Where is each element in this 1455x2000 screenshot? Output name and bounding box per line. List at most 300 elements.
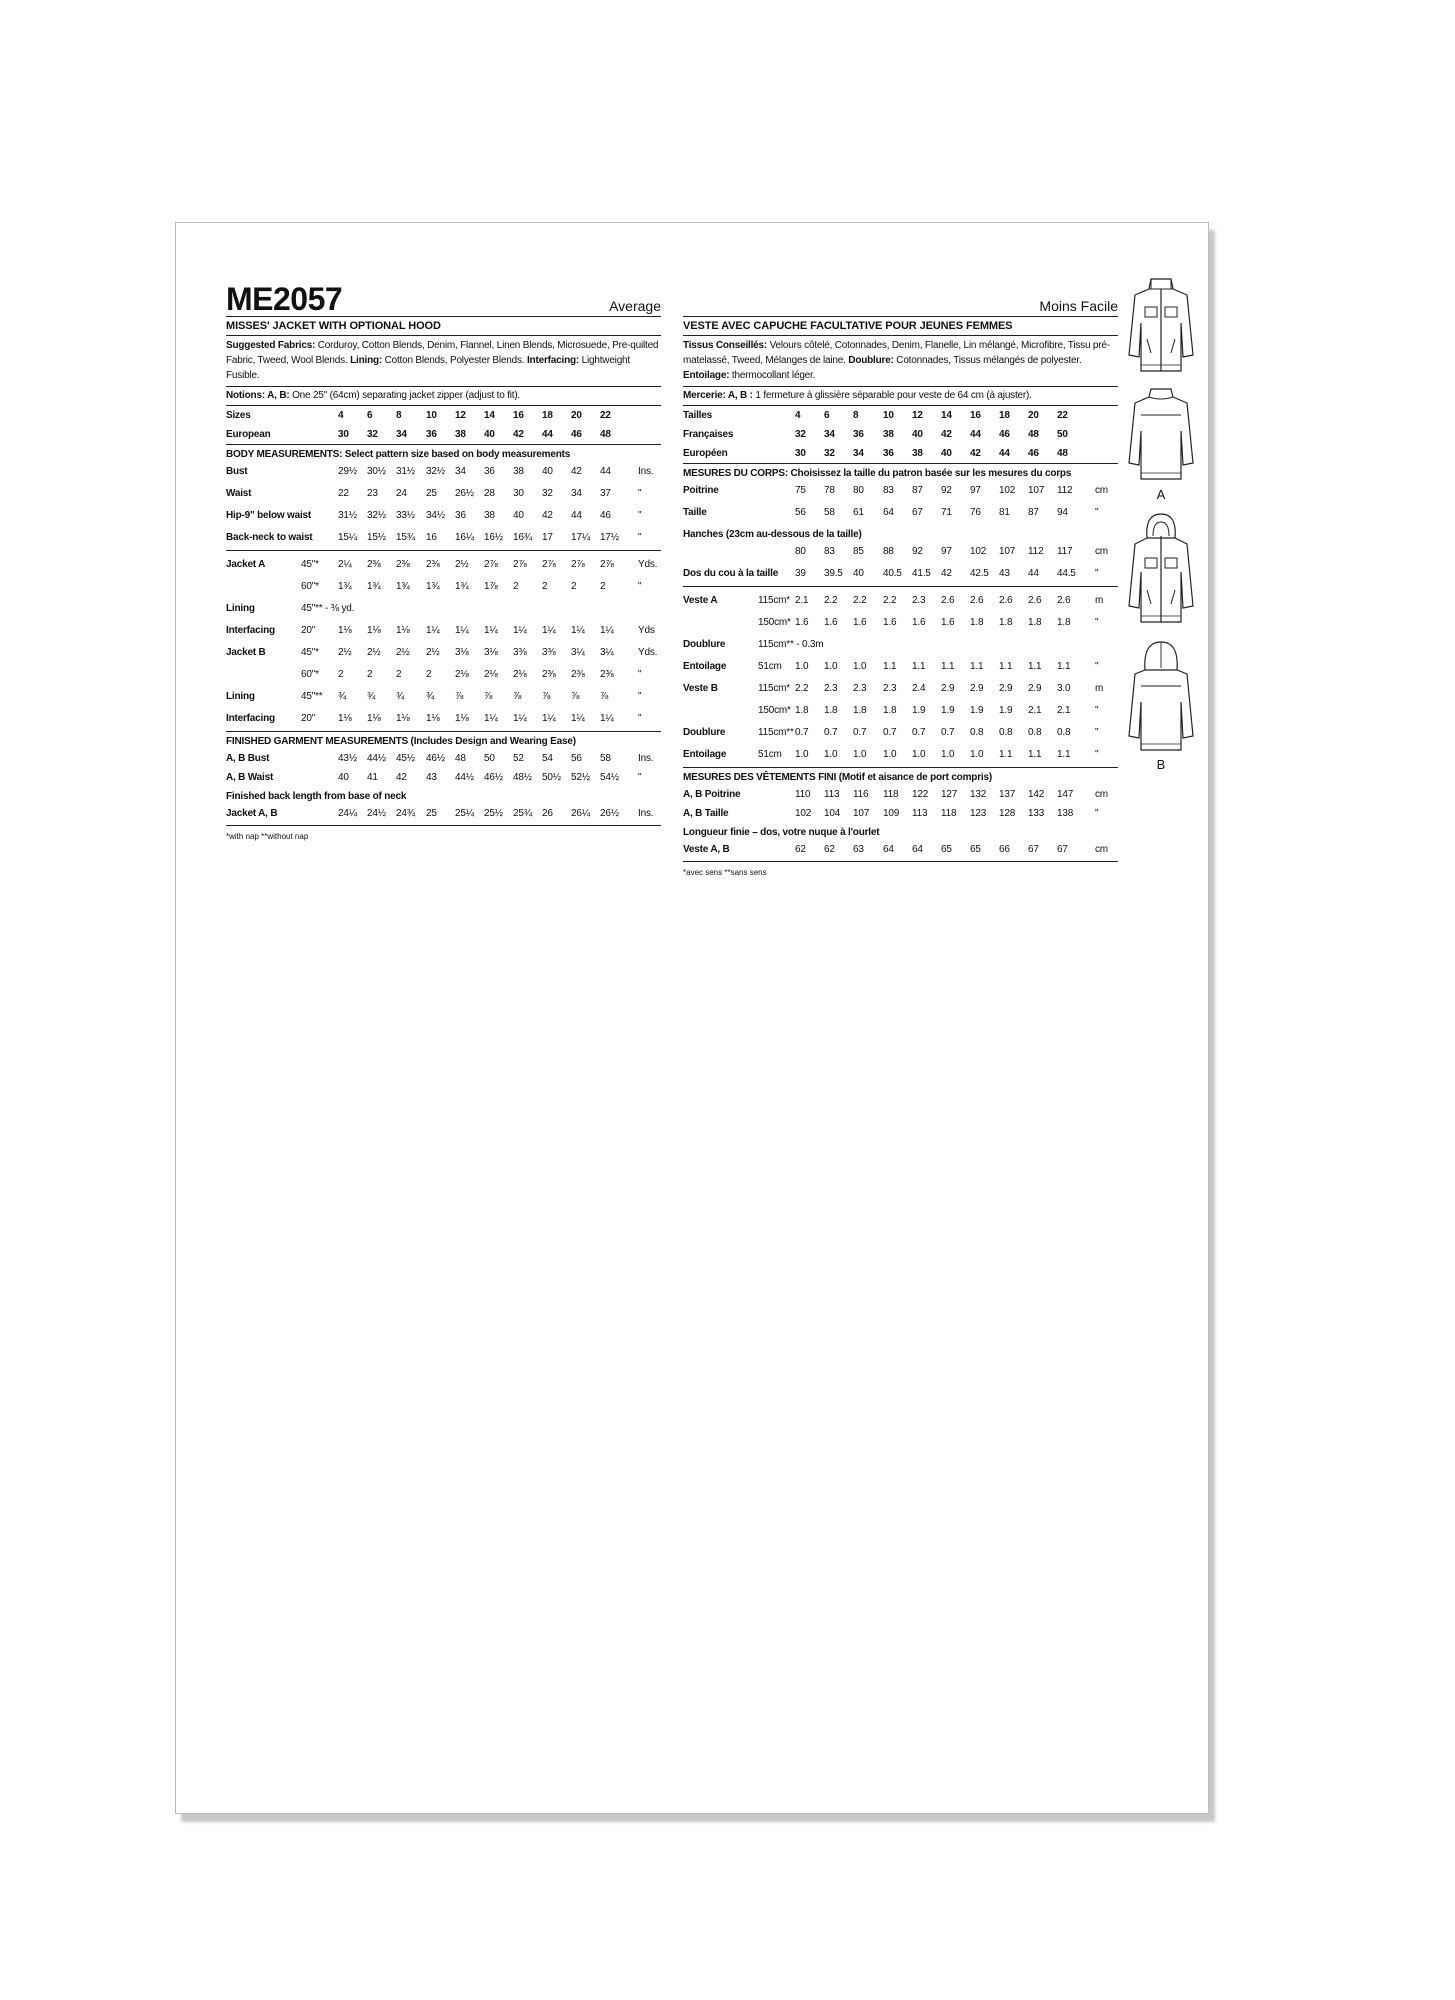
table-cell: 1.0 — [824, 749, 838, 760]
table-cell: 1⅛ — [396, 713, 410, 724]
table-cell: 16¼ — [455, 532, 474, 543]
table-cell: 16 — [513, 410, 524, 421]
table-cell: 1.8 — [999, 617, 1013, 628]
unit-label: " — [638, 669, 642, 680]
unit-label: " — [638, 532, 642, 543]
table-cell: 2.1 — [1057, 705, 1071, 716]
pattern-code: ME2057 — [226, 281, 343, 317]
row-label: Lining — [226, 603, 255, 614]
table-cell: 80 — [853, 485, 864, 496]
table-cell: 2 — [426, 669, 432, 680]
table-cell: 2⅞ — [513, 559, 527, 570]
table-row — [226, 425, 661, 444]
table-cell: 36 — [484, 466, 495, 477]
table-row — [683, 444, 1118, 463]
table-cell: 26½ — [600, 808, 619, 819]
row-label: Jacket A, B — [226, 808, 278, 819]
table-row — [226, 406, 661, 425]
unit-label: Ins. — [638, 466, 654, 477]
garment-title-french: VESTE AVEC CAPUCHE FACULTATIVE POUR JEUNES FEMMES — [683, 317, 1118, 336]
table-cell: 16 — [970, 410, 981, 421]
table-cell: 26 — [542, 808, 553, 819]
table-cell: 34 — [455, 466, 466, 477]
table-cell: 39.5 — [824, 568, 843, 579]
table-cell: ⅞ — [571, 691, 580, 702]
yardage-table — [226, 551, 661, 731]
table-cell: 1¾ — [338, 581, 352, 592]
table-cell: 1.6 — [824, 617, 838, 628]
difficulty-level: Average — [609, 298, 661, 314]
table-row — [226, 484, 661, 506]
unit-label: cm — [1095, 789, 1108, 800]
table-cell: 1¼ — [542, 713, 556, 724]
row-label: Sizes — [226, 410, 251, 421]
table-row — [226, 804, 661, 823]
table-cell: 2 — [571, 581, 577, 592]
table-cell: 38 — [912, 448, 923, 459]
table-cell: ¾ — [426, 691, 435, 702]
table-cell: 116 — [853, 789, 869, 800]
finished-measurements-table — [226, 749, 661, 787]
table-cell: 1⅛ — [455, 713, 469, 724]
table-cell: 107 — [1028, 485, 1045, 496]
table-cell: 15¼ — [338, 532, 357, 543]
table-cell: 40.5 — [883, 568, 902, 579]
table-cell: 2⅜ — [367, 559, 381, 570]
table-cell: 45½ — [396, 753, 415, 764]
table-cell: 1¾ — [396, 581, 410, 592]
table-cell: 1.1 — [999, 749, 1013, 760]
table-cell: 62 — [824, 844, 835, 855]
table-cell: 52 — [513, 753, 524, 764]
table-cell: 123 — [970, 808, 987, 819]
fabric-width: 150cm* — [758, 705, 791, 716]
table-cell: 32 — [367, 429, 378, 440]
table-cell: 1¼ — [513, 625, 527, 636]
table-cell: 104 — [824, 808, 841, 819]
table-cell: 4 — [795, 410, 801, 421]
table-cell: 10 — [426, 410, 437, 421]
table-cell: 1.8 — [824, 705, 838, 716]
table-cell: 30 — [513, 488, 524, 499]
table-cell: 41 — [367, 772, 378, 783]
table-cell: 24 — [396, 488, 407, 499]
table-cell: 64 — [883, 507, 894, 518]
table-cell: 1.1 — [970, 661, 984, 672]
table-cell: 83 — [824, 546, 835, 557]
table-cell: 50 — [1057, 429, 1068, 440]
english-header — [226, 278, 661, 317]
table-cell: 2.4 — [912, 683, 926, 694]
french-header — [683, 278, 1118, 317]
table-cell: 2½ — [367, 647, 381, 658]
table-cell: 102 — [999, 485, 1016, 496]
table-cell: 2 — [600, 581, 606, 592]
back-length-table — [226, 804, 661, 823]
table-cell: 17¼ — [571, 532, 590, 543]
table-cell: 31½ — [338, 510, 357, 521]
table-cell: 36 — [426, 429, 437, 440]
table-row — [226, 555, 661, 577]
table-cell: 43½ — [338, 753, 357, 764]
table-cell: 132 — [970, 789, 987, 800]
table-cell: 25 — [426, 488, 437, 499]
table-cell: 3¼ — [571, 647, 585, 658]
table-cell: 1.8 — [853, 705, 867, 716]
fabric-width: 60"* — [301, 669, 319, 680]
table-cell: 1¼ — [571, 713, 585, 724]
table-cell: 44 — [542, 429, 553, 440]
table-cell: 1.6 — [883, 617, 897, 628]
table-cell: 3.0 — [1057, 683, 1071, 694]
row-label: A, B Bust — [226, 753, 270, 764]
table-cell: 2.1 — [1028, 705, 1042, 716]
table-row — [683, 679, 1118, 701]
table-cell: 50½ — [542, 772, 561, 783]
table-cell: 75 — [795, 485, 806, 496]
unit-label: " — [1095, 617, 1099, 628]
table-cell: 61 — [853, 507, 864, 518]
table-cell: 6 — [824, 410, 830, 421]
unit-label: " — [1095, 568, 1099, 579]
table-cell: 97 — [941, 546, 952, 557]
table-cell: 80 — [795, 546, 806, 557]
table-cell: 88 — [883, 546, 894, 557]
table-cell: 2⅜ — [396, 559, 410, 570]
row-label: Taille — [683, 507, 707, 518]
table-cell: 39 — [795, 568, 806, 579]
table-cell: 1.1 — [999, 661, 1013, 672]
unit-label: Yds — [638, 625, 655, 636]
table-cell: 92 — [912, 546, 923, 557]
table-cell: 1⅞ — [484, 581, 498, 592]
table-cell: 102 — [795, 808, 812, 819]
table-cell: 67 — [912, 507, 923, 518]
table-cell: 48 — [600, 429, 611, 440]
table-cell: 1⅛ — [338, 713, 352, 724]
table-cell: 30 — [795, 448, 806, 459]
table-row — [683, 613, 1118, 635]
table-cell: 67 — [1057, 844, 1068, 855]
table-cell: 112 — [1057, 485, 1073, 496]
table-cell: 142 — [1028, 789, 1045, 800]
row-label: Dos du cou à la taille — [683, 568, 779, 579]
table-cell: 44 — [999, 448, 1010, 459]
table-cell: 113 — [912, 808, 928, 819]
table-cell: 2½ — [426, 647, 440, 658]
table-cell: 81 — [999, 507, 1010, 518]
table-cell: 56 — [795, 507, 806, 518]
row-label: A, B Waist — [226, 772, 274, 783]
table-cell: 109 — [883, 808, 900, 819]
fabric-width: 115cm** - 0.3m — [758, 639, 824, 650]
table-cell: 2.2 — [795, 683, 809, 694]
table-cell: 2⅞ — [571, 559, 585, 570]
notions-french: Mercerie: A, B : 1 fermeture à glissière séparable pour veste de 64 cm (à ajuster). — [683, 387, 1118, 406]
table-cell: 40 — [853, 568, 864, 579]
table-cell: 2.6 — [1028, 595, 1042, 606]
unit-label: cm — [1095, 485, 1108, 496]
footnote: *with nap **without nap — [226, 832, 309, 841]
fabric-width: 45"* — [301, 647, 319, 658]
table-row — [226, 749, 661, 768]
table-cell: 2 — [396, 669, 402, 680]
table-cell: 40 — [542, 466, 553, 477]
table-cell: 1.1 — [941, 661, 955, 672]
table-cell: 1.6 — [912, 617, 926, 628]
table-cell: 24¾ — [396, 808, 415, 819]
table-row — [226, 462, 661, 484]
table-cell: 12 — [912, 410, 923, 421]
table-cell: 1¼ — [600, 713, 614, 724]
table-cell: 29½ — [338, 466, 357, 477]
row-label: A, B Poitrine — [683, 789, 741, 800]
table-cell: 2⅛ — [513, 669, 527, 680]
table-cell: 3¼ — [600, 647, 614, 658]
table-cell: 2.3 — [912, 595, 926, 606]
table-cell: 2.1 — [795, 595, 809, 606]
table-cell: 46 — [999, 429, 1010, 440]
table-cell: 64 — [912, 844, 923, 855]
notions: Notions: A, B: One 25" (64cm) separating jacket zipper (adjust to fit). — [226, 387, 661, 406]
table-cell: 2 — [513, 581, 519, 592]
unit-label: " — [638, 510, 642, 521]
table-cell: ¾ — [338, 691, 347, 702]
table-cell: 32 — [795, 429, 806, 440]
table-cell: 16½ — [484, 532, 503, 543]
table-cell: 2⅜ — [542, 669, 556, 680]
table-cell: 44½ — [455, 772, 474, 783]
table-cell: 48 — [1028, 429, 1039, 440]
table-cell: 1¼ — [484, 625, 498, 636]
row-label: Hip-9" below waist — [226, 510, 312, 521]
view-a-front-sketch — [1121, 273, 1201, 383]
table-cell: 8 — [853, 410, 859, 421]
french-column — [683, 278, 1118, 877]
table-row — [226, 528, 661, 550]
table-cell: 2⅜ — [571, 669, 585, 680]
unit-label: m — [1095, 683, 1104, 694]
row-label: Back-neck to waist — [226, 532, 313, 543]
table-cell: 54 — [542, 753, 553, 764]
table-cell: 1⅛ — [426, 713, 440, 724]
table-cell: 0.7 — [853, 727, 867, 738]
table-cell: 1.1 — [1028, 749, 1042, 760]
table-cell: 65 — [941, 844, 952, 855]
fabric-width: 115cm** — [758, 727, 794, 738]
table-cell: 147 — [1057, 789, 1074, 800]
table-cell: 0.8 — [970, 727, 984, 738]
difficulty-level-french: Moins Facile — [1039, 298, 1118, 314]
table-cell: 1⅛ — [367, 713, 381, 724]
back-length-heading-french: Longueur finie – dos, votre nuque à l'ourlet — [683, 827, 880, 838]
table-cell: 23 — [367, 488, 378, 499]
table-cell: 2 — [367, 669, 373, 680]
footnote-french: *avec sens **sans sens — [683, 868, 767, 877]
table-cell: 34 — [396, 429, 407, 440]
table-cell: 2.3 — [853, 683, 867, 694]
table-cell: 2 — [338, 669, 344, 680]
table-cell: 26¼ — [571, 808, 590, 819]
table-cell: 2.3 — [824, 683, 838, 694]
table-cell: 1¼ — [484, 713, 498, 724]
table-cell: 118 — [883, 789, 899, 800]
unit-label: " — [638, 691, 642, 702]
table-row — [683, 564, 1118, 586]
unit-label: " — [1095, 808, 1099, 819]
table-row — [683, 804, 1118, 823]
table-cell: 0.7 — [795, 727, 809, 738]
table-cell: 46 — [1028, 448, 1039, 459]
table-cell: 1¼ — [513, 713, 527, 724]
row-label: Tailles — [683, 410, 712, 421]
hip-heading-french: Hanches (23cm au-dessous de la taille) — [683, 529, 862, 540]
table-cell: 44 — [600, 466, 611, 477]
table-cell: 14 — [484, 410, 495, 421]
table-cell: 138 — [1057, 808, 1074, 819]
table-cell: 3⅜ — [542, 647, 556, 658]
fabric-width: 45"* — [301, 559, 319, 570]
table-cell: 14 — [941, 410, 952, 421]
table-cell: 48 — [455, 753, 466, 764]
table-cell: ⅞ — [455, 691, 464, 702]
fabric-width: 51cm — [758, 749, 782, 760]
table-cell: 62 — [795, 844, 806, 855]
hip-table-french — [683, 542, 1118, 586]
table-cell: 1.0 — [795, 749, 809, 760]
table-cell: 1¼ — [600, 625, 614, 636]
table-cell: 46½ — [426, 753, 445, 764]
table-cell: 1⅛ — [367, 625, 381, 636]
table-cell: 128 — [999, 808, 1016, 819]
table-cell: 1⅛ — [396, 625, 410, 636]
fabric-width: 51cm — [758, 661, 782, 672]
table-cell: 2.6 — [941, 595, 955, 606]
table-cell: 65 — [970, 844, 981, 855]
table-row — [226, 506, 661, 528]
table-cell: 76 — [970, 507, 981, 518]
table-cell: 24½ — [367, 808, 386, 819]
table-cell: 2.9 — [941, 683, 955, 694]
table-cell: 16¾ — [513, 532, 532, 543]
body-measurements-heading: BODY MEASUREMENTS: Select pattern size based on body measurements — [226, 449, 571, 460]
table-cell: 87 — [1028, 507, 1039, 518]
table-cell: 52½ — [571, 772, 590, 783]
table-cell: 58 — [824, 507, 835, 518]
table-cell: 24¼ — [338, 808, 357, 819]
table-cell: 40 — [484, 429, 495, 440]
table-row — [683, 481, 1118, 503]
table-cell: 2⅞ — [600, 559, 614, 570]
table-cell: 1.0 — [883, 749, 897, 760]
table-cell: 25¼ — [455, 808, 474, 819]
table-cell: 0.8 — [1028, 727, 1042, 738]
table-cell: 44.5 — [1057, 568, 1076, 579]
row-label: Bust — [226, 466, 248, 477]
table-cell: 42 — [970, 448, 981, 459]
row-label: Jacket A — [226, 559, 266, 570]
table-cell: 1.0 — [795, 661, 809, 672]
size-table-french — [683, 406, 1118, 463]
table-cell: 44½ — [367, 753, 386, 764]
row-label: Doublure — [683, 639, 726, 650]
table-cell: 1.0 — [912, 749, 926, 760]
table-cell: 1.9 — [970, 705, 984, 716]
table-cell: 1.1 — [883, 661, 897, 672]
row-label: Waist — [226, 488, 252, 499]
table-cell: 44 — [1028, 568, 1039, 579]
table-row — [226, 621, 661, 643]
unit-label: cm — [1095, 844, 1108, 855]
table-cell: 2.2 — [824, 595, 838, 606]
table-cell: 20 — [1028, 410, 1039, 421]
table-cell: 15½ — [367, 532, 386, 543]
table-cell: 102 — [970, 546, 987, 557]
table-cell: 0.7 — [883, 727, 897, 738]
table-cell: 48½ — [513, 772, 532, 783]
table-cell: 1.8 — [883, 705, 897, 716]
table-cell: 2.3 — [883, 683, 897, 694]
table-cell: 3⅛ — [484, 647, 498, 658]
table-cell: 133 — [1028, 808, 1045, 819]
table-cell: 36 — [853, 429, 864, 440]
unit-label: Yds. — [638, 647, 658, 658]
table-cell: 1¾ — [426, 581, 440, 592]
table-cell: 87 — [912, 485, 923, 496]
table-cell: 83 — [883, 485, 894, 496]
table-cell: 36 — [883, 448, 894, 459]
row-label: Veste B — [683, 683, 718, 694]
table-row — [226, 643, 661, 665]
table-cell: 2½ — [455, 559, 469, 570]
view-b-front-sketch — [1121, 512, 1201, 632]
table-cell: 10 — [883, 410, 894, 421]
table-cell: 48 — [1057, 448, 1068, 459]
table-cell: 33½ — [396, 510, 415, 521]
table-cell: 0.8 — [999, 727, 1013, 738]
unit-label: " — [1095, 661, 1099, 672]
table-cell: 1.1 — [1057, 661, 1071, 672]
table-cell: 50 — [484, 753, 495, 764]
fabric-width: 115cm* — [758, 595, 790, 606]
row-label: Doublure — [683, 727, 726, 738]
yardage-table-french — [683, 587, 1118, 767]
table-cell: 71 — [941, 507, 952, 518]
table-cell: 63 — [853, 844, 864, 855]
table-cell: 122 — [912, 789, 929, 800]
table-cell: 0.7 — [941, 727, 955, 738]
table-row — [683, 591, 1118, 613]
table-cell: ¾ — [367, 691, 376, 702]
table-cell: ⅞ — [513, 691, 522, 702]
table-row — [683, 723, 1118, 745]
unit-label: Ins. — [638, 753, 654, 764]
table-cell: 2⅛ — [455, 669, 469, 680]
table-cell: 97 — [970, 485, 981, 496]
table-cell: 38 — [455, 429, 466, 440]
unit-label: cm — [1095, 546, 1108, 557]
table-cell: 112 — [1028, 546, 1044, 557]
unit-label: m — [1095, 595, 1104, 606]
row-label: Veste A, B — [683, 844, 730, 855]
body-measurements-table-french — [683, 481, 1118, 525]
table-cell: 2.9 — [970, 683, 984, 694]
table-cell: 3⅛ — [455, 647, 469, 658]
table-cell: 1.6 — [853, 617, 867, 628]
table-cell: 30½ — [367, 466, 386, 477]
table-cell: 6 — [367, 410, 373, 421]
table-cell: 92 — [941, 485, 952, 496]
